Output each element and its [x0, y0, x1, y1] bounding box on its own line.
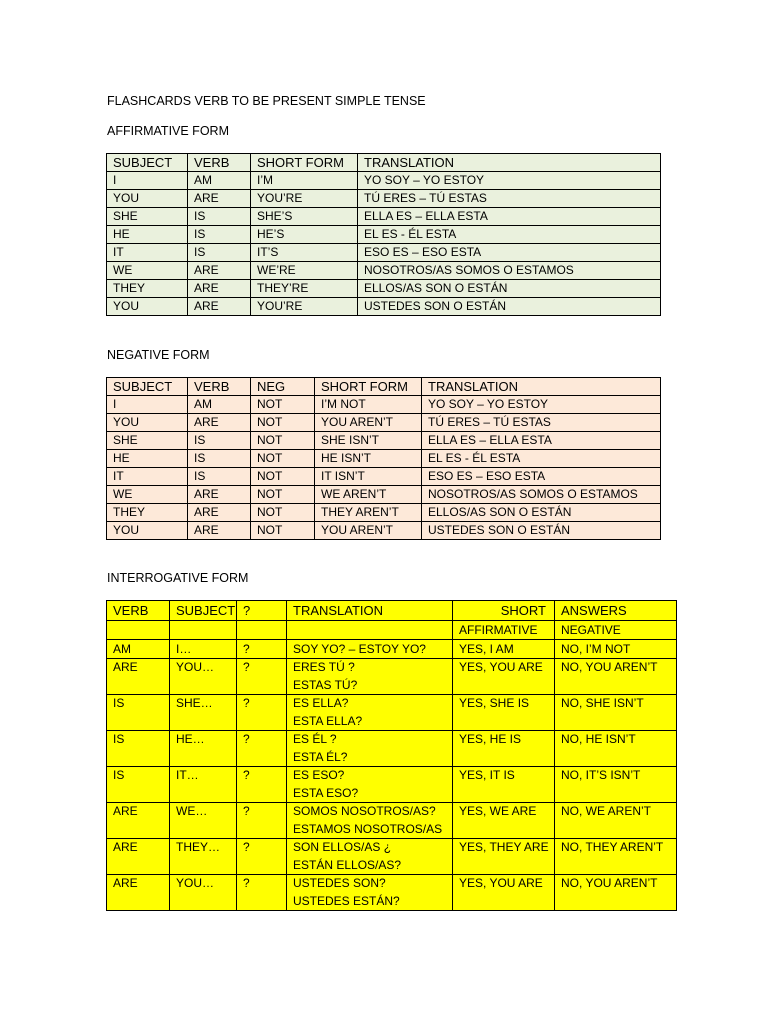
header-cell: VERB — [188, 154, 251, 172]
header-cell: SHORT FORM — [251, 154, 358, 172]
translation-cell: ELLA ES – ELLA ESTA — [358, 208, 661, 226]
translation-line: ESTA ÉL? — [293, 749, 348, 764]
header-cell: SHORT FORM — [315, 378, 422, 396]
empty-cell — [287, 621, 453, 640]
subject-cell: HE — [107, 226, 188, 244]
neg-cell: NOT — [251, 396, 315, 414]
affirmative-answer-cell: YES, IT IS — [453, 767, 555, 803]
subject-cell: YOU… — [170, 659, 237, 695]
affirmative-answer-cell: YES, YOU ARE — [453, 659, 555, 695]
subject-cell: HE… — [170, 731, 237, 767]
verb-cell: ARE — [188, 486, 251, 504]
question-mark-cell: ? — [237, 803, 287, 839]
table-subheader-row — [107, 621, 677, 640]
translation-cell: EL ES - ÉL ESTA — [358, 226, 661, 244]
negative-answer-cell: NO, THEY AREN’T — [555, 839, 677, 875]
header-cell: VERB — [107, 601, 170, 621]
subject-cell: IT — [107, 244, 188, 262]
header-cell: SUBJECT — [107, 378, 188, 396]
table-row — [107, 262, 661, 280]
verb-cell: IS — [107, 731, 170, 767]
negative-answer-cell: NO, IT’S ISN’T — [555, 767, 677, 803]
verb-cell: ARE — [188, 298, 251, 316]
header-cell: SHORT — [453, 601, 555, 621]
empty-cell — [237, 621, 287, 640]
verb-cell: IS — [188, 450, 251, 468]
table-row — [107, 468, 661, 486]
header-cell: ? — [237, 601, 287, 621]
affirmative-answer-cell: YES, THEY ARE — [453, 839, 555, 875]
neg-cell: NOT — [251, 450, 315, 468]
short-form-cell: IT’S — [251, 244, 358, 262]
short-form-cell: HE’S — [251, 226, 358, 244]
header-cell: TRANSLATION — [422, 378, 661, 396]
affirmative-table — [106, 153, 661, 316]
translation-cell: ELLOS/AS SON O ESTÁN — [422, 504, 661, 522]
table-row — [107, 504, 661, 522]
negative-answer-cell: NO, YOU AREN’T — [555, 659, 677, 695]
translation-cell — [287, 839, 453, 875]
translation-cell: ELLOS/AS SON O ESTÁN — [358, 280, 661, 298]
short-form-cell: WE’RE — [251, 262, 358, 280]
negative-heading: NEGATIVE FORM — [107, 348, 210, 362]
table-header-row — [107, 154, 661, 172]
table-row — [107, 190, 661, 208]
translation-cell — [287, 640, 453, 659]
translation-line: ERES TÚ ? — [293, 660, 355, 674]
translation-line: ES ESO? — [293, 768, 345, 782]
short-form-cell: YOU AREN’T — [315, 414, 422, 432]
question-mark-cell: ? — [237, 659, 287, 695]
negative-answer-cell: NO, I’M NOT — [555, 640, 677, 659]
table-row — [107, 731, 677, 767]
translation-line: ESTAMOS NOSOTROS/AS — [293, 821, 443, 836]
translation-cell: ESO ES – ESO ESTA — [422, 468, 661, 486]
header-cell: NEG — [251, 378, 315, 396]
short-form-cell: SHE ISN’T — [315, 432, 422, 450]
neg-cell: NOT — [251, 468, 315, 486]
translation-cell: NOSOTROS/AS SOMOS O ESTAMOS — [358, 262, 661, 280]
translation-cell: TÚ ERES – TÚ ESTAS — [358, 190, 661, 208]
table-header-row — [107, 378, 661, 396]
translation-cell: ESO ES – ESO ESTA — [358, 244, 661, 262]
short-form-cell: I’M NOT — [315, 396, 422, 414]
question-mark-cell: ? — [237, 731, 287, 767]
verb-cell: IS — [188, 468, 251, 486]
empty-cell — [170, 621, 237, 640]
translation-line: ESTA ESO? — [293, 785, 359, 800]
short-form-cell: YOU’RE — [251, 298, 358, 316]
neg-cell: NOT — [251, 504, 315, 522]
short-form-cell: WE AREN’T — [315, 486, 422, 504]
verb-cell: AM — [107, 640, 170, 659]
verb-cell: AM — [188, 396, 251, 414]
short-form-cell: IT ISN’T — [315, 468, 422, 486]
translation-cell: EL ES - ÉL ESTA — [422, 450, 661, 468]
short-form-cell: HE ISN’T — [315, 450, 422, 468]
table-row — [107, 414, 661, 432]
verb-cell: IS — [188, 226, 251, 244]
short-form-cell: YOU AREN’T — [315, 522, 422, 540]
interrogative-table — [106, 600, 677, 911]
translation-cell — [287, 695, 453, 731]
translation-line: USTEDES SON? — [293, 876, 386, 890]
subheader-cell: AFFIRMATIVE — [453, 621, 555, 640]
translation-line: ESTÁN ELLOS/AS? — [293, 857, 402, 872]
table-row — [107, 396, 661, 414]
neg-cell: NOT — [251, 432, 315, 450]
table-row — [107, 486, 661, 504]
table-row — [107, 767, 677, 803]
subject-cell: IT — [107, 468, 188, 486]
verb-cell: ARE — [188, 414, 251, 432]
verb-cell: IS — [107, 695, 170, 731]
verb-cell: AM — [188, 172, 251, 190]
header-cell: TRANSLATION — [287, 601, 453, 621]
short-form-cell: YOU’RE — [251, 190, 358, 208]
translation-cell — [287, 875, 453, 911]
question-mark-cell: ? — [237, 875, 287, 911]
empty-cell — [107, 621, 170, 640]
subject-cell: WE… — [170, 803, 237, 839]
affirmative-heading: AFFIRMATIVE FORM — [107, 124, 229, 138]
question-mark-cell: ? — [237, 695, 287, 731]
translation-line: SOY YO? – ESTOY YO? — [293, 642, 426, 656]
translation-line: SON ELLOS/AS ¿ — [293, 840, 392, 854]
header-cell: SUBJECT — [170, 601, 237, 621]
verb-cell: IS — [107, 767, 170, 803]
translation-cell — [287, 803, 453, 839]
negative-table — [106, 377, 661, 540]
table-row — [107, 522, 661, 540]
subject-cell: SHE… — [170, 695, 237, 731]
subject-cell: I… — [170, 640, 237, 659]
header-cell: ANSWERS — [555, 601, 677, 621]
subject-cell: THEY… — [170, 839, 237, 875]
translation-cell — [287, 767, 453, 803]
verb-cell: ARE — [107, 659, 170, 695]
verb-cell: ARE — [188, 190, 251, 208]
translation-line: ESTAS TÚ? — [293, 677, 358, 692]
verb-cell: ARE — [107, 875, 170, 911]
translation-line: ESTA ELLA? — [293, 713, 363, 728]
question-mark-cell: ? — [237, 640, 287, 659]
translation-cell: USTEDES SON O ESTÁN — [422, 522, 661, 540]
page-title: FLASHCARDS VERB TO BE PRESENT SIMPLE TENSE — [107, 94, 426, 108]
translation-cell: YO SOY – YO ESTOY — [422, 396, 661, 414]
translation-cell — [287, 659, 453, 695]
subject-cell: THEY — [107, 504, 188, 522]
verb-cell: ARE — [188, 504, 251, 522]
subject-cell: WE — [107, 262, 188, 280]
translation-line: SOMOS NOSOTROS/AS? — [293, 804, 436, 818]
question-mark-cell: ? — [237, 839, 287, 875]
subject-cell: YOU… — [170, 875, 237, 911]
affirmative-answer-cell: YES, I AM — [453, 640, 555, 659]
short-form-cell: I’M — [251, 172, 358, 190]
short-form-cell: THEY AREN’T — [315, 504, 422, 522]
table-row — [107, 695, 677, 731]
verb-cell: ARE — [188, 280, 251, 298]
subject-cell: HE — [107, 450, 188, 468]
neg-cell: NOT — [251, 414, 315, 432]
affirmative-answer-cell: YES, WE ARE — [453, 803, 555, 839]
subject-cell: IT… — [170, 767, 237, 803]
affirmative-answer-cell: YES, SHE IS — [453, 695, 555, 731]
table-row — [107, 875, 677, 911]
translation-cell: ELLA ES – ELLA ESTA — [422, 432, 661, 450]
table-row — [107, 432, 661, 450]
translation-line: USTEDES ESTÁN? — [293, 893, 400, 908]
verb-cell: ARE — [188, 262, 251, 280]
affirmative-answer-cell: YES, HE IS — [453, 731, 555, 767]
table-row — [107, 803, 677, 839]
subject-cell: YOU — [107, 522, 188, 540]
translation-cell: USTEDES SON O ESTÁN — [358, 298, 661, 316]
verb-cell: ARE — [107, 803, 170, 839]
verb-cell: IS — [188, 432, 251, 450]
table-header-row — [107, 601, 677, 621]
short-form-cell: THEY’RE — [251, 280, 358, 298]
verb-cell: IS — [188, 244, 251, 262]
table-row — [107, 640, 677, 659]
table-row — [107, 226, 661, 244]
subject-cell: THEY — [107, 280, 188, 298]
table-row — [107, 839, 677, 875]
negative-answer-cell: NO, SHE ISN’T — [555, 695, 677, 731]
subject-cell: I — [107, 172, 188, 190]
affirmative-answer-cell: YES, YOU ARE — [453, 875, 555, 911]
table-row — [107, 172, 661, 190]
verb-cell: ARE — [188, 522, 251, 540]
table-row — [107, 298, 661, 316]
interrogative-heading: INTERROGATIVE FORM — [107, 571, 249, 585]
translation-cell: YO SOY – YO ESTOY — [358, 172, 661, 190]
subject-cell: YOU — [107, 298, 188, 316]
subject-cell: YOU — [107, 414, 188, 432]
table-row — [107, 208, 661, 226]
negative-answer-cell: NO, WE AREN’T — [555, 803, 677, 839]
subject-cell: WE — [107, 486, 188, 504]
translation-cell: NOSOTROS/AS SOMOS O ESTAMOS — [422, 486, 661, 504]
subheader-cell: NEGATIVE — [555, 621, 677, 640]
subject-cell: SHE — [107, 432, 188, 450]
negative-answer-cell: NO, YOU AREN’T — [555, 875, 677, 911]
table-row — [107, 450, 661, 468]
subject-cell: SHE — [107, 208, 188, 226]
negative-answer-cell: NO, HE ISN’T — [555, 731, 677, 767]
translation-line: ES ÉL ? — [293, 732, 337, 746]
subject-cell: I — [107, 396, 188, 414]
neg-cell: NOT — [251, 522, 315, 540]
translation-cell: TÚ ERES – TÚ ESTAS — [422, 414, 661, 432]
header-cell: SUBJECT — [107, 154, 188, 172]
verb-cell: ARE — [107, 839, 170, 875]
table-row — [107, 280, 661, 298]
subject-cell: YOU — [107, 190, 188, 208]
short-form-cell: SHE’S — [251, 208, 358, 226]
translation-line: ES ELLA? — [293, 696, 349, 710]
header-cell: TRANSLATION — [358, 154, 661, 172]
table-row — [107, 659, 677, 695]
verb-cell: IS — [188, 208, 251, 226]
header-cell: VERB — [188, 378, 251, 396]
question-mark-cell: ? — [237, 767, 287, 803]
translation-cell — [287, 731, 453, 767]
table-row — [107, 244, 661, 262]
neg-cell: NOT — [251, 486, 315, 504]
